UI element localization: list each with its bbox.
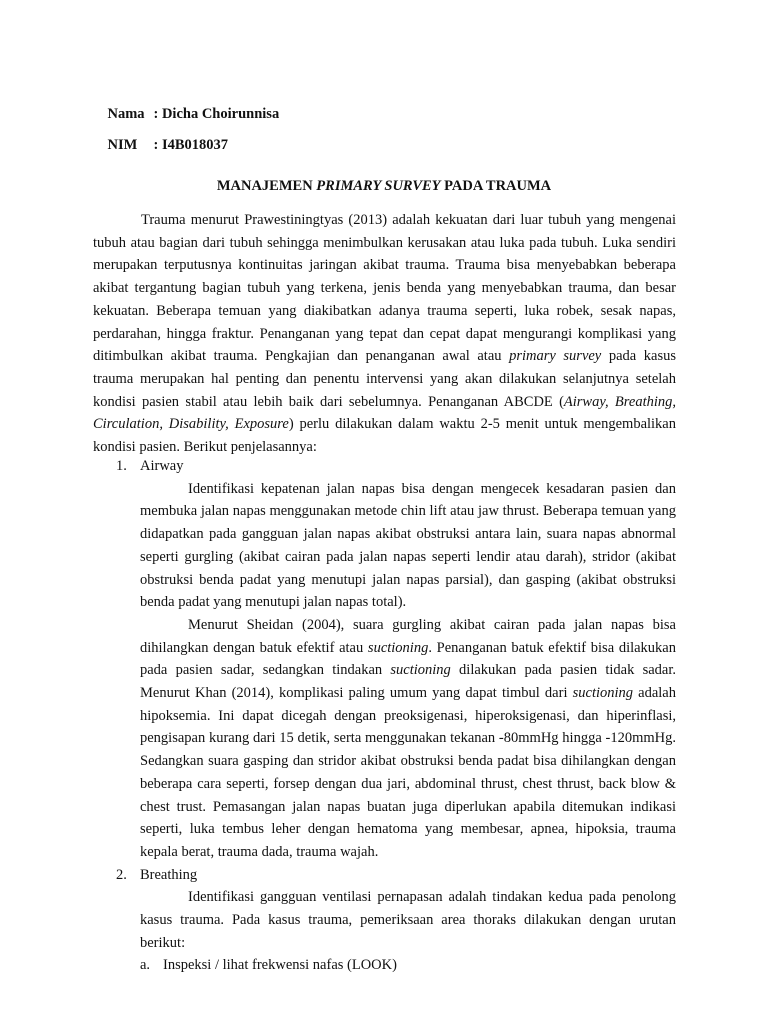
intro-text-5: ) perlu dilakukan dalam waktu 2-5 menit untuk mengembalikan kondisi pasien. Berikut penjelasannya: bbox=[93, 416, 676, 456]
breathing-paragraph-1: Identifikasi gangguan ventilasi pernapasan adalah tindakan kedua pada penolong kasus trauma. Pada kasus trauma, pemeriksaan area thoraks dilakukan dengan urutan berikut: bbox=[140, 889, 676, 951]
airway-paragraph-1: Identifikasi kepatenan jalan napas bisa dengan mengecek kesadaran pasien dan membuka jalan napas menggunakan metode chin lift atau jaw thrust. Beberapa temuan yang didapatkan pada gangguan jalan napas akibat obstruksi antara lain, suara napas abnormal seperti gurgling (akibat cairan pada jalan napas seperti lendir atau darah), stridor (akibat obstruksi benda padat yang menutupi jalan napas parsial), dan gasping (akibat obstruksi benda padat yang menutupi jalan napas total). bbox=[140, 480, 676, 611]
list-item-airway bbox=[93, 455, 676, 864]
nim-label: NIM bbox=[107, 137, 138, 153]
list-number: 1. bbox=[116, 458, 127, 474]
title-part-3: PADA TRAUMA bbox=[440, 178, 552, 194]
airway-paragraph-2: Menurut Sheidan (2004), suara gurgling akibat cairan pada jalan napas bisa dihilangkan dengan batuk efektif atau suctioning. Penanganan batuk efektif bisa dilakukan pada pasien sadar, sedangkan tindakan suctioning dilakukan pada pasien tidak sadar. Menurut Khan (2014), komplikasi paling umum yang dapat timbul dari suctioning adalah hipoksemia. Ini dapat dicegah dengan preoksigenasi, hiperoksigenasi, dan hiperinflasi, pengisapan kurang dari 15 detik, serta menggunakan tekanan -80mmHg hingga -120mmHg. Sedangkan suara gasping dan stridor akibat obstruksi benda padat bisa dihilangkan dengan beberapa cara seperti, forsep dengan dua jari, abdominal thrust, chest thrust, back blow & chest trust. Pemasangan jalan napas buatan juga diperlukan apabila ditemukan indikasi seperti, luka tembus leher dengan hematoma yang membesar, apnea, hipoksia, trauma kepala berat, trauma dada, trauma wajah. bbox=[140, 616, 676, 860]
intro-text-2: primary survey bbox=[509, 348, 602, 365]
nim-line bbox=[93, 120, 228, 171]
intro-text-1: Trauma menurut Prawestiningtyas (2013) adalah kekuatan dari luar tubuh yang mengenai tubuh atau bagian dari tubuh sehingga menimbulkan kerusakan atau luka pada tubuh. Luka sendiri merupakan terputusnya kontinuitas jaringan akibat trauma. Trauma bisa menyebabkan beberapa akibat tergantung bagian tubuh yang terkena, jenis benda yang menyebabkan trauma, dan besar kekuatan. Beberapa temuan yang diakibatkan adanya trauma seperti, luka robek, sesak napas, perdarahan, hingga fraktur. Penanganan yang tepat dan cepat dapat mengurangi komplikasi yang ditimbulkan akibat trauma. Pengkajian dan penanganan awal atau bbox=[93, 212, 676, 365]
intro-paragraph bbox=[93, 209, 676, 459]
list-heading: Airway bbox=[140, 458, 184, 474]
name-value: : Dicha Choirunnisa bbox=[153, 106, 280, 122]
name-label: Nama bbox=[107, 106, 145, 122]
intro-text-3: pada kasus trauma merupakan hal penting dan penentu intervensi yang akan dilakukan selanjutnya setelah kondisi pasien stabil atau lebih baik dari sebelumnya. Penanganan ABCDE ( bbox=[93, 348, 676, 410]
list-number: 2. bbox=[116, 866, 127, 883]
sub-number: a. bbox=[140, 957, 151, 974]
nim-value: : I4B018037 bbox=[153, 137, 229, 153]
list-item-breathing bbox=[93, 864, 676, 955]
sub-item-a bbox=[93, 954, 676, 977]
title-part-2: PRIMARY SURVEY bbox=[316, 178, 441, 194]
document-title bbox=[0, 178, 768, 195]
intro-text-4: Airway, Breathing, Circulation, Disability, Exposure bbox=[93, 393, 676, 433]
list-heading: Breathing bbox=[140, 866, 198, 883]
title-part-1: MANAJEMEN bbox=[216, 178, 317, 194]
abcde-list bbox=[93, 455, 676, 977]
sub-item-text: Inspeksi / lihat frekwensi nafas (LOOK) bbox=[163, 957, 397, 974]
